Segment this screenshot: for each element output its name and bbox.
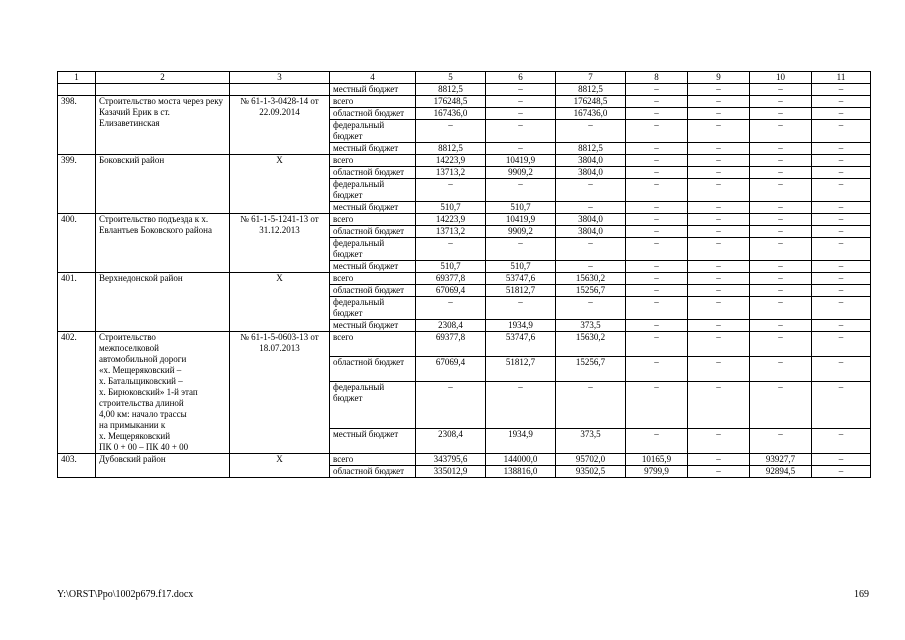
value-cell: 9909,2	[486, 167, 556, 179]
value-cell: –	[812, 226, 871, 238]
value-cell: –	[750, 297, 812, 320]
value-cell: –	[688, 179, 750, 202]
value-cell: –	[812, 214, 871, 226]
value-cell: –	[486, 96, 556, 108]
footer-page-number: 169	[854, 589, 869, 600]
value-cell: –	[688, 297, 750, 320]
column-header: 10	[750, 72, 812, 84]
row-number: 402.	[58, 332, 96, 454]
value-cell: –	[626, 332, 688, 357]
value-cell: –	[626, 155, 688, 167]
value-cell: –	[688, 273, 750, 285]
value-cell: –	[750, 167, 812, 179]
value-cell: –	[556, 238, 626, 261]
funding-source: областной бюджет	[330, 466, 416, 478]
column-header: 3	[230, 72, 330, 84]
row-number	[58, 84, 96, 96]
value-cell: 67069,4	[416, 285, 486, 297]
value-cell: –	[556, 202, 626, 214]
value-cell: 167436,0	[556, 108, 626, 120]
object-name: Верхнедонской район	[96, 273, 230, 332]
column-header: 4	[330, 72, 416, 84]
value-cell: –	[486, 381, 556, 429]
value-cell: 8812,5	[556, 143, 626, 155]
value-cell: 15630,2	[556, 273, 626, 285]
value-cell: –	[626, 202, 688, 214]
funding-source: всего	[330, 96, 416, 108]
value-cell: –	[812, 96, 871, 108]
value-cell: 15630,2	[556, 332, 626, 357]
value-cell: 3804,0	[556, 155, 626, 167]
value-cell: 9799,9	[626, 466, 688, 478]
value-cell: –	[626, 143, 688, 155]
value-cell: –	[688, 381, 750, 429]
footer-file-path: Y:\ORST\Ppo\1002p679.f17.docx	[57, 589, 194, 600]
funding-source: всего	[330, 214, 416, 226]
value-cell: 176248,5	[556, 96, 626, 108]
value-cell: –	[812, 155, 871, 167]
value-cell: –	[812, 429, 871, 454]
object-name	[96, 84, 230, 96]
table-body	[58, 84, 871, 478]
value-cell: –	[688, 261, 750, 273]
document-code: № 61-1-5-0603-13 от 18.07.2013	[230, 332, 330, 454]
value-cell: 3804,0	[556, 214, 626, 226]
value-cell: –	[626, 120, 688, 143]
value-cell: 8812,5	[416, 143, 486, 155]
row-number: 403.	[58, 454, 96, 478]
value-cell: –	[812, 261, 871, 273]
value-cell: –	[750, 108, 812, 120]
value-cell: 13713,2	[416, 167, 486, 179]
value-cell: –	[750, 429, 812, 454]
value-cell: –	[626, 84, 688, 96]
value-cell: 510,7	[416, 202, 486, 214]
value-cell: –	[688, 84, 750, 96]
funding-source: местный бюджет	[330, 261, 416, 273]
funding-source: областной бюджет	[330, 356, 416, 381]
value-cell: 138816,0	[486, 466, 556, 478]
value-cell: –	[812, 381, 871, 429]
value-cell: –	[626, 356, 688, 381]
value-cell: 14223,9	[416, 214, 486, 226]
value-cell: –	[688, 429, 750, 454]
value-cell: –	[626, 238, 688, 261]
row-number: 399.	[58, 155, 96, 214]
value-cell: –	[812, 167, 871, 179]
value-cell: –	[688, 238, 750, 261]
value-cell: 14223,9	[416, 155, 486, 167]
row-number: 400.	[58, 214, 96, 273]
value-cell: 69377,8	[416, 273, 486, 285]
column-header: 7	[556, 72, 626, 84]
value-cell: –	[688, 120, 750, 143]
header-row	[58, 72, 871, 84]
value-cell: –	[750, 238, 812, 261]
column-header: 5	[416, 72, 486, 84]
value-cell: 510,7	[486, 261, 556, 273]
value-cell: –	[812, 356, 871, 381]
value-cell: –	[416, 381, 486, 429]
funding-source: всего	[330, 155, 416, 167]
value-cell: –	[556, 297, 626, 320]
funding-source: областной бюджет	[330, 167, 416, 179]
value-cell: –	[688, 466, 750, 478]
table-row	[58, 332, 871, 357]
funding-source: областной бюджет	[330, 226, 416, 238]
value-cell: 93927,7	[750, 454, 812, 466]
value-cell: –	[812, 202, 871, 214]
funding-source: федеральный бюджет	[330, 381, 416, 429]
funding-source: местный бюджет	[330, 143, 416, 155]
funding-source: местный бюджет	[330, 202, 416, 214]
value-cell: –	[556, 261, 626, 273]
value-cell: 510,7	[486, 202, 556, 214]
value-cell: –	[556, 120, 626, 143]
column-header: 9	[688, 72, 750, 84]
value-cell: –	[812, 179, 871, 202]
value-cell: 15256,7	[556, 356, 626, 381]
value-cell: 144000,0	[486, 454, 556, 466]
value-cell: –	[416, 297, 486, 320]
value-cell: –	[626, 214, 688, 226]
value-cell: 51812,7	[486, 356, 556, 381]
value-cell: 51812,7	[486, 285, 556, 297]
value-cell: –	[750, 96, 812, 108]
table-row	[58, 96, 871, 108]
value-cell: –	[688, 356, 750, 381]
funding-source: областной бюджет	[330, 108, 416, 120]
value-cell: 10419,9	[486, 155, 556, 167]
value-cell: 8812,5	[416, 84, 486, 96]
table-row	[58, 155, 871, 167]
value-cell: 1934,9	[486, 320, 556, 332]
value-cell: –	[750, 320, 812, 332]
funding-source: местный бюджет	[330, 84, 416, 96]
value-cell: –	[750, 226, 812, 238]
value-cell: –	[626, 167, 688, 179]
value-cell: –	[812, 285, 871, 297]
document-code: Х	[230, 454, 330, 478]
column-header: 8	[626, 72, 688, 84]
table-row	[58, 214, 871, 226]
value-cell: 95702,0	[556, 454, 626, 466]
value-cell: –	[626, 381, 688, 429]
value-cell: –	[556, 381, 626, 429]
row-number: 398.	[58, 96, 96, 155]
value-cell: 373,5	[556, 320, 626, 332]
funding-source: федеральный бюджет	[330, 179, 416, 202]
value-cell: –	[486, 238, 556, 261]
value-cell: –	[688, 226, 750, 238]
value-cell: 176248,5	[416, 96, 486, 108]
value-cell: 2308,4	[416, 320, 486, 332]
column-header: 1	[58, 72, 96, 84]
value-cell: 3804,0	[556, 167, 626, 179]
value-cell: –	[688, 214, 750, 226]
value-cell: 93502,5	[556, 466, 626, 478]
value-cell: –	[812, 108, 871, 120]
document-code: № 61-1-3-0428-14 от 22.09.2014	[230, 96, 330, 155]
value-cell: –	[688, 454, 750, 466]
value-cell: –	[812, 297, 871, 320]
value-cell: –	[750, 332, 812, 357]
table-row	[58, 273, 871, 285]
value-cell: –	[626, 179, 688, 202]
value-cell: –	[626, 96, 688, 108]
value-cell: 53747,6	[486, 273, 556, 285]
value-cell: –	[688, 155, 750, 167]
value-cell: –	[750, 202, 812, 214]
value-cell: –	[750, 381, 812, 429]
value-cell: –	[486, 108, 556, 120]
value-cell: –	[812, 143, 871, 155]
funding-source: федеральный бюджет	[330, 238, 416, 261]
value-cell: –	[812, 320, 871, 332]
column-header: 2	[96, 72, 230, 84]
value-cell: –	[626, 285, 688, 297]
value-cell: –	[626, 273, 688, 285]
value-cell: –	[812, 273, 871, 285]
value-cell: 15256,7	[556, 285, 626, 297]
document-code: № 61-1-5-1241-13 от 31.12.2013	[230, 214, 330, 273]
value-cell: –	[688, 96, 750, 108]
value-cell: –	[626, 108, 688, 120]
value-cell: –	[556, 179, 626, 202]
value-cell: 69377,8	[416, 332, 486, 357]
value-cell: 510,7	[416, 261, 486, 273]
value-cell: 67069,4	[416, 356, 486, 381]
value-cell: –	[626, 320, 688, 332]
value-cell: –	[486, 297, 556, 320]
value-cell: 2308,4	[416, 429, 486, 454]
value-cell: –	[750, 179, 812, 202]
value-cell: –	[626, 297, 688, 320]
funding-source: всего	[330, 273, 416, 285]
value-cell: –	[688, 167, 750, 179]
value-cell: –	[416, 120, 486, 143]
value-cell: –	[750, 143, 812, 155]
object-name: Строительство подъезда к х. Евлантьев Боковского района	[96, 214, 230, 273]
value-cell: –	[750, 261, 812, 273]
value-cell: 373,5	[556, 429, 626, 454]
value-cell: –	[812, 466, 871, 478]
value-cell: 53747,6	[486, 332, 556, 357]
value-cell: –	[688, 143, 750, 155]
funding-source: всего	[330, 454, 416, 466]
value-cell: –	[750, 356, 812, 381]
funding-source: местный бюджет	[330, 429, 416, 454]
value-cell: –	[688, 332, 750, 357]
value-cell: 3804,0	[556, 226, 626, 238]
document-code: Х	[230, 155, 330, 214]
column-header: 6	[486, 72, 556, 84]
value-cell: –	[626, 226, 688, 238]
funding-source: федеральный бюджет	[330, 297, 416, 320]
value-cell: –	[416, 238, 486, 261]
value-cell: –	[750, 120, 812, 143]
value-cell: –	[750, 214, 812, 226]
value-cell: 10419,9	[486, 214, 556, 226]
document-code: Х	[230, 273, 330, 332]
object-name: Строительство межпоселковой автомобильной дороги «х. Мещеряковский – х. Батальщиковский – х. Бирюковский» 1-й этап строительства длиной 4,00 км: начало трассы на примыкании к х. Мещеряковский ПК 0 + 00 – ПК 40 + 00	[96, 332, 230, 454]
value-cell: 167436,0	[416, 108, 486, 120]
table-header	[58, 72, 871, 84]
funding-source: местный бюджет	[330, 320, 416, 332]
funding-source: федеральный бюджет	[330, 120, 416, 143]
object-name: Дубовский район	[96, 454, 230, 478]
value-cell: –	[416, 179, 486, 202]
value-cell: –	[750, 84, 812, 96]
value-cell: –	[812, 332, 871, 357]
object-name: Боковский район	[96, 155, 230, 214]
value-cell: –	[812, 454, 871, 466]
value-cell: –	[688, 285, 750, 297]
value-cell: –	[486, 120, 556, 143]
value-cell: –	[626, 429, 688, 454]
row-number: 401.	[58, 273, 96, 332]
funding-source: областной бюджет	[330, 285, 416, 297]
value-cell: –	[486, 179, 556, 202]
value-cell: 92894,5	[750, 466, 812, 478]
value-cell: –	[486, 84, 556, 96]
value-cell: –	[812, 84, 871, 96]
value-cell: –	[486, 143, 556, 155]
value-cell: –	[812, 120, 871, 143]
value-cell: 10165,9	[626, 454, 688, 466]
value-cell: –	[688, 108, 750, 120]
value-cell: 8812,5	[556, 84, 626, 96]
column-header: 11	[812, 72, 871, 84]
table-row	[58, 84, 871, 96]
budget-table	[57, 71, 871, 478]
document-code	[230, 84, 330, 96]
value-cell: –	[750, 273, 812, 285]
value-cell: 1934,9	[486, 429, 556, 454]
value-cell: –	[688, 320, 750, 332]
value-cell: –	[750, 155, 812, 167]
value-cell: –	[812, 238, 871, 261]
object-name: Строительство моста через реку Казачий Ерик в ст. Елизаветинская	[96, 96, 230, 155]
value-cell: 9909,2	[486, 226, 556, 238]
table-row	[58, 454, 871, 466]
value-cell: –	[688, 202, 750, 214]
value-cell: 13713,2	[416, 226, 486, 238]
value-cell: –	[750, 285, 812, 297]
value-cell: 335012,9	[416, 466, 486, 478]
value-cell: 343795,6	[416, 454, 486, 466]
value-cell: –	[626, 261, 688, 273]
funding-source: всего	[330, 332, 416, 357]
